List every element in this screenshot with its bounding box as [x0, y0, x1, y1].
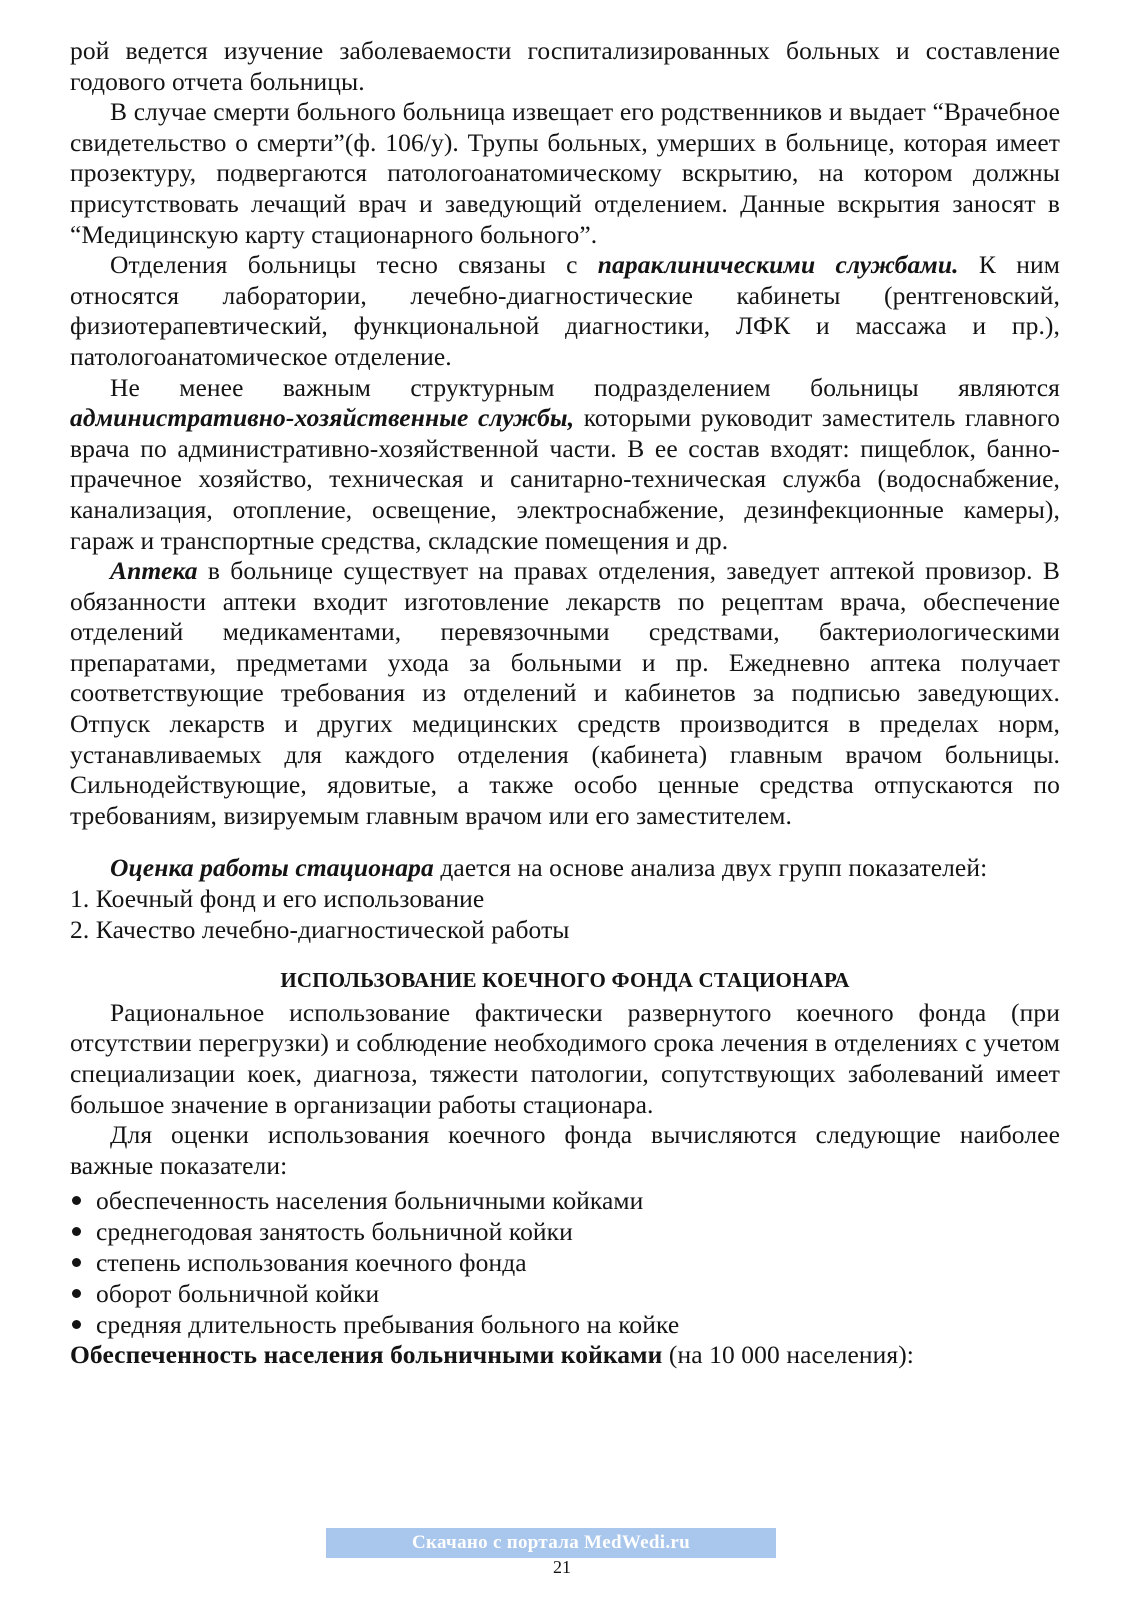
administrative-text-start: Не менее важным структурным подразделением больницы являются — [110, 372, 1060, 402]
indicator-groups-list — [70, 884, 1060, 945]
bullet-icon — [72, 1196, 81, 1205]
administrative-emphasis: административно-хозяйственные службы, — [70, 403, 575, 433]
paraclinical-text-end: К ним относятся лаборатории, лечебно-диагностические кабинеты (рентгеновский, физиотерапевтический, функциональной диагностики, ЛФК и массажа и пр.), патологоанатомическое отделение. — [70, 250, 1060, 371]
bullet-icon — [72, 1258, 81, 1267]
paraclinical-text-start: Отделения больницы тесно связаны с — [110, 250, 598, 280]
bullet-text: оборот больничной койки — [96, 1279, 380, 1309]
list-item — [70, 1278, 1060, 1309]
bullet-text: степень использования коечного фонда — [96, 1248, 527, 1278]
evaluation-emphasis: Оценка работы стационара — [110, 853, 434, 883]
bullet-text: обеспеченность населения больничными койками — [96, 1186, 644, 1216]
paragraph-death-certificate: В случае смерти больного больница извещает его родственников и выдает “Врачебное свидетельство о смерти”(ф. 106/у). Трупы больных, умерших в больнице, которая имеет прозектуру, подвергаются патологоанатомическому вскрытию, на котором должны присутствовать лечащий врач и заведующий отделением. Данные вскрытия заносят в “Медицинскую карту стационарного больного”. — [70, 97, 1060, 249]
paragraph-indicators: Для оценки использования коечного фонда вычисляются следующие наиболее важные показатели: — [70, 1120, 1060, 1180]
page-number: 21 — [553, 1557, 571, 1577]
page-content — [70, 36, 1060, 1371]
bullet-icon — [72, 1289, 81, 1298]
paragraph-rational-use: Рациональное использование фактически развернутого коечного фонда (при отсутствии перегрузки) и соблюдение необходимого срока лечения в отделениях с учетом специализации коек, диагноза, тяжести патологии, сопутствующих заболеваний имеет большое значение в организации работы стационара. — [70, 997, 1060, 1119]
paragraph-evaluation — [70, 853, 1060, 884]
paraclinical-emphasis: параклиническими службами. — [597, 250, 959, 280]
bed-supply-bold: Обеспеченность населения больничными койками — [70, 1340, 663, 1370]
indicators-bullet-list — [70, 1185, 1060, 1340]
list-item: 1. Коечный фонд и его использование — [70, 884, 485, 914]
bullet-icon — [72, 1320, 81, 1329]
bullet-text: средняя длительность пребывания больного на койке — [96, 1310, 680, 1340]
section-title: ИСПОЛЬЗОВАНИЕ КОЕЧНОГО ФОНДА СТАЦИОНАРА — [280, 968, 850, 993]
list-item — [70, 1247, 1060, 1278]
bullet-text: среднегодовая занятость больничной койки — [96, 1217, 573, 1247]
paragraph-pharmacy — [70, 556, 1060, 831]
bed-supply-line — [70, 1340, 1060, 1371]
list-item — [70, 1185, 1060, 1216]
paragraph-gap — [70, 831, 1060, 853]
bed-supply-rest: (на 10 000 населения): — [662, 1340, 914, 1370]
paragraph-administrative — [70, 373, 1060, 557]
pharmacy-emphasis: Аптека — [110, 556, 198, 586]
bullet-icon — [72, 1227, 81, 1236]
paragraph-paraclinical — [70, 250, 1060, 372]
pharmacy-text: в больнице существует на правах отделения, заведует аптекой провизор. В обязанности аптеки входит изготовление лекарств по рецептам врача, обеспечение отделений медикаментами, перевязочными средствами, бактериологическими препаратами, предметами ухода за больными и пр. Ежедневно аптека получает соответствующие требования из отделений и кабинетов за подписью заведующих. Отпуск лекарств и других медицинских средств производится в пределах норм, устанавливаемых для каждого отделения (кабинета) главным врачом больницы. Сильнодействующие, ядовитые, а также особо ценные средства отпускаются по требованиям, визируемым главным врачом или его заместителем. — [70, 556, 1060, 830]
evaluation-text: дается на основе анализа двух групп показателей: — [433, 853, 988, 883]
administrative-text-end: которыми руководит заместитель главного врача по административно-хозяйственной части. В ее состав входят: пищеблок, банно-прачечное хозяйство, техническая и санитарно-техническая служба (водоснабжение, канализация, отопление, освещение, электроснабжение, дезинфекционные камеры), гараж и транспортные средства, складские помещения и др. — [70, 403, 1060, 555]
paragraph-continued: рой ведется изучение заболеваемости госпитализированных больных и составление годового отчета больницы. — [70, 36, 1060, 96]
watermark-banner: Скачано с портала MedWedi.ru — [326, 1528, 776, 1558]
list-item — [70, 1216, 1060, 1247]
list-item: 2. Качество лечебно-диагностической работы — [70, 914, 570, 944]
list-item — [70, 1309, 1060, 1340]
